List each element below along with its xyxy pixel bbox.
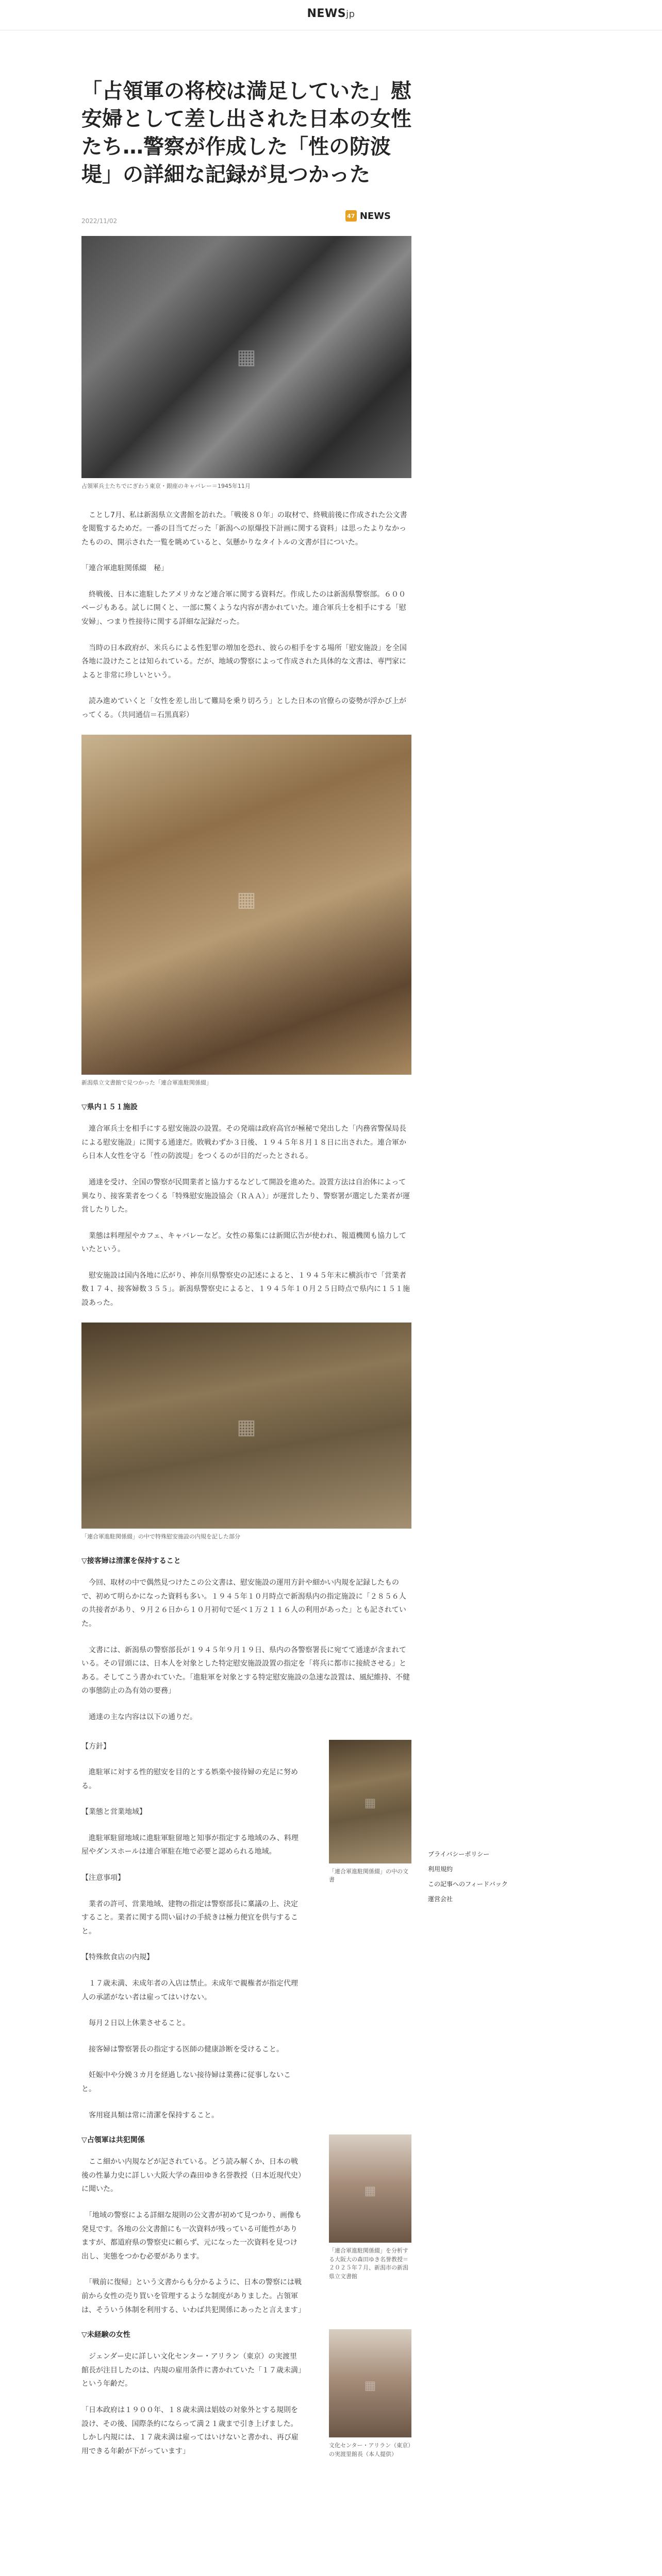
- site-logo[interactable]: [0, 7, 662, 20]
- rule-item: 進駐軍駐留地域に進駐軍駐留地と知事が指定する地域のみ、料理屋やダンスホールは連合軍駐在地で必要と認められる地域。: [81, 1834, 299, 1856]
- article: [81, 77, 411, 2470]
- rule-item: 妊娠中や分娩３カ月を経過しない接待婦は業務に従事しないこと。: [81, 2071, 291, 2093]
- image-icon: ▦: [364, 2183, 376, 2198]
- source-name: NEWS: [359, 210, 391, 222]
- paragraph: 今回、取材の中で偶然見つけたこの公文書は、慰安施設の運用方針や細かい内規を記録したもので、初めて明らかになった資料も多い。１９４５年１０月時点で新潟県内の指定施設に「２８５６人の共接者があり、９月２６日から１０月初旬で延べ１万２１１６人の利用があった」とも記されていた。: [81, 1579, 406, 1628]
- paragraph: 連合軍兵士を相手にする慰安施設の設置。その発端は政府高官が極秘で発出した「内務省警保局長による慰安施設」に関する通達だ。敗戦わずか３日後、１９４５年８月１８日に出された。連合軍から日本人女性を守る「性の防波堤」をつくるのが目的だったとされる。: [81, 1125, 406, 1161]
- feedback-link[interactable]: この記事へのフィードバック: [428, 1880, 508, 1888]
- paragraph: ジェンダー史に詳しい文化センター・アリラン（東京）の実渡里館長が注目したのは、内規の雇用条件に書かれていた「１７歳未満」という年齢だ。: [81, 2352, 302, 2388]
- rule-item: 接客婦は警察署長の指定する医師の健康診断を受けること。: [81, 2045, 284, 2054]
- section-heading: ▽接客婦は清潔を保持すること: [81, 1557, 181, 1566]
- photo-document-file: [81, 735, 411, 1075]
- paragraph: 「連合軍進駐関係綴 秘」: [81, 564, 168, 573]
- article-meta: [81, 208, 411, 231]
- paragraph: 当時の日本政府が、米兵らによる性犯罪の増加を恐れ、彼らの相手をする場所「慰安施設」を全国各地に設けたことは知られている。だが、地域の警察によって作成された具体的な文書は、専門家によると非常に珍しいという。: [81, 643, 407, 680]
- source-logo[interactable]: [345, 210, 391, 222]
- rule-item: 客用寝具類は常に清潔を保持すること。: [81, 2111, 219, 2120]
- side-caption: 「連合軍進駐関係綴」を分析する大阪大の森田ゆき名誉教授＝２０２５年７月、新潟市の新潟県立文書館: [329, 2247, 408, 2280]
- company-link[interactable]: 運営会社: [428, 1895, 453, 1903]
- image-icon: ▦: [237, 1415, 256, 1439]
- image-icon: ▦: [364, 1795, 376, 1810]
- photo-caption: 新潟県立文書館で見つかった「連合軍進駐関係綴」: [81, 1079, 212, 1086]
- rule-item: 【業態と営業地域】: [81, 1808, 146, 1817]
- terms-link[interactable]: 利用規約: [428, 1866, 453, 1873]
- paragraph: ことし7月、私は新潟県立文書館を訪れた。「戦後８０年」の取材で、終戦前後に作成された公文書を閲覧するためだ。一番の目当てだった「新潟への原爆投下計画に関する資料」は思ったよりなかったものの、開示された一覧を眺めていると、気懸かりなタイトルの文書が目についた。: [81, 511, 407, 547]
- side-caption: 文化センター・アリラン（東京）の実渡里館長（本人提供）: [329, 2442, 411, 2458]
- rule-item: 【方針】: [81, 1742, 110, 1751]
- image-icon: ▦: [237, 345, 256, 369]
- side-photo-document: [329, 1740, 411, 1863]
- rule-item: １７歳未満、未成年者の入店は禁止。未成年で親権者が指定代理人の承諾がない者は雇ってはいけない。: [81, 1979, 298, 2002]
- image-icon: ▦: [237, 887, 256, 911]
- side-figure: [329, 2329, 411, 2459]
- section-heading: ▽未経験の女性: [81, 2331, 130, 2340]
- paragraph: 読み進めていくと「女性を差し出して難局を乗り切ろう」とした日本の官僚らの姿勢が浮かび上がってくる。（共同通信＝石黒真彩）: [81, 697, 406, 720]
- paragraph: ここ細かい内規などが記されている。どう読み解くか、日本の戦後の性暴力史に詳しい大阪大学の森田ゆき名誉教授（日本近現代史）に聞いた。: [81, 2158, 302, 2194]
- article-title: 「占領軍の将校は満足していた」慰安婦として差し出された日本の女性たち…警察が作成した「性の防波堤」の詳細な記録が見つかった: [81, 79, 411, 187]
- section-heading: ▽県内１５１施設: [81, 1103, 138, 1112]
- footer-links: [428, 1850, 552, 1909]
- rules-list: [81, 1740, 303, 2123]
- photo-caption: 「連合軍進駐関係綴」の中で特殊慰安施設の内規を記した部分: [81, 1533, 240, 1540]
- rule-item: 【特殊飲食店の内規】: [81, 1953, 154, 1962]
- side-figure: [329, 2134, 411, 2281]
- rule-item: 毎月２日以上休業させること。: [81, 2019, 190, 2028]
- image-icon: ▦: [364, 2378, 376, 2393]
- rule-item: 進駐軍に対する性的慰安を目的とする娯楽や接待婦の充足に努める。: [81, 1768, 298, 1790]
- section-heading: ▽占領軍は共犯関係: [81, 2136, 145, 2145]
- rule-item: 【注意事項】: [81, 1874, 125, 1883]
- photo-regulations: [81, 1323, 411, 1529]
- publish-date: 2022/11/02: [81, 217, 118, 225]
- rule-item: 業者の許可、営業地域、建物の指定は警察部長に稟議の上、決定すること。業者に関する問い届けの手続きは極力便宜を供与すること。: [81, 1900, 298, 1936]
- side-photo-director: [329, 2329, 411, 2437]
- paragraph: 通達の主な内容は以下の通りだ。: [81, 1713, 197, 1721]
- top-bar: [0, 0, 662, 30]
- brand-name: NEWS: [307, 7, 346, 20]
- paragraph: 「日本政府は１９００年、１８歳未満は娼妓の対象外とする規則を設け、その後、国際条約にならって満２１歳まで引き上げました。しかし内規には、１７歳未満は雇ってはいけないと書かれ、再び雇用できる年齢が下がっています」: [81, 2405, 299, 2455]
- source-icon: 47: [345, 210, 357, 222]
- side-caption: 「連合軍進駐関係綴」の中の文書: [329, 1868, 408, 1883]
- side-photo-professor: [329, 2134, 411, 2243]
- paragraph: 「戦前に復帰」という文書からも分かるように、日本の警察には戦前から女性の売り買いを管理するような制度がありました。占領軍は、そういう体制を利用する、いわば共犯関係にあったと言えます」: [81, 2278, 305, 2314]
- paragraph: 業態は料理屋やカフェ、キャバレーなど。女性の募集には新聞広告が使われ、報道機関も協力していたという。: [81, 1231, 407, 1254]
- privacy-policy-link[interactable]: プライバシーポリシー: [428, 1851, 490, 1858]
- photo-caption: 占領軍兵士たちでにぎわう東京・銀座のキャバレー＝1945年11月: [81, 483, 251, 489]
- side-figure: [329, 1740, 411, 1885]
- paragraph: 慰安施設は国内各地に広がり、神奈川県警察史の記述によると、１９４５年末に横浜市で「営業者数１７４、接客婦数３５５」。新潟県警察史によると、１９４５年１０月２５日時点で県内に１５１施設あった。: [81, 1271, 410, 1308]
- paragraph: 「地域の警察による詳細な規則の公文書が初めて見つかり、画像も発見です。各地の公文書館にも一次資料が残っている可能性がありますが、都道府県の警察史に頼らず、元になった一次資料を見つけ出し、実態をつかむ必要があります。: [81, 2211, 302, 2261]
- brand-suffix: jp: [346, 9, 355, 20]
- paragraph: 通達を受け、全国の警察が民間業者と協力するなどして開設を進めた。設置方法は自治体によって異なり、接客業者をつくる「特殊慰安施設協会（ＲＡＡ）」が運営したり、警察署が選定した業者が運営したりした。: [81, 1178, 410, 1214]
- paragraph: 終戦後、日本に進駐したアメリカなど連合軍に関する資料だ。作成したのは新潟県警察部。６００ページもある。試しに開くと、一部に驚くような内容が書かれていた。連合軍兵士を相手にする「慰安婦」、つまり性接待に関する詳細な記録だった。: [81, 590, 406, 626]
- photo-cabaret: [81, 236, 411, 478]
- paragraph: 文書には、新潟県の警察部長が１９４５年９月１９日、県内の各警察署長に宛てて通達が含まれている。その冒頭には、日本人を対象とした特定慰安施設設置の指定を「将兵に都市に接続させる」とある。そしてこう書かれていた。「進駐軍を対象とする特定慰安施設の急速な設置は、風紀維持、不健の事態防止の為有効の要務」: [81, 1646, 410, 1696]
